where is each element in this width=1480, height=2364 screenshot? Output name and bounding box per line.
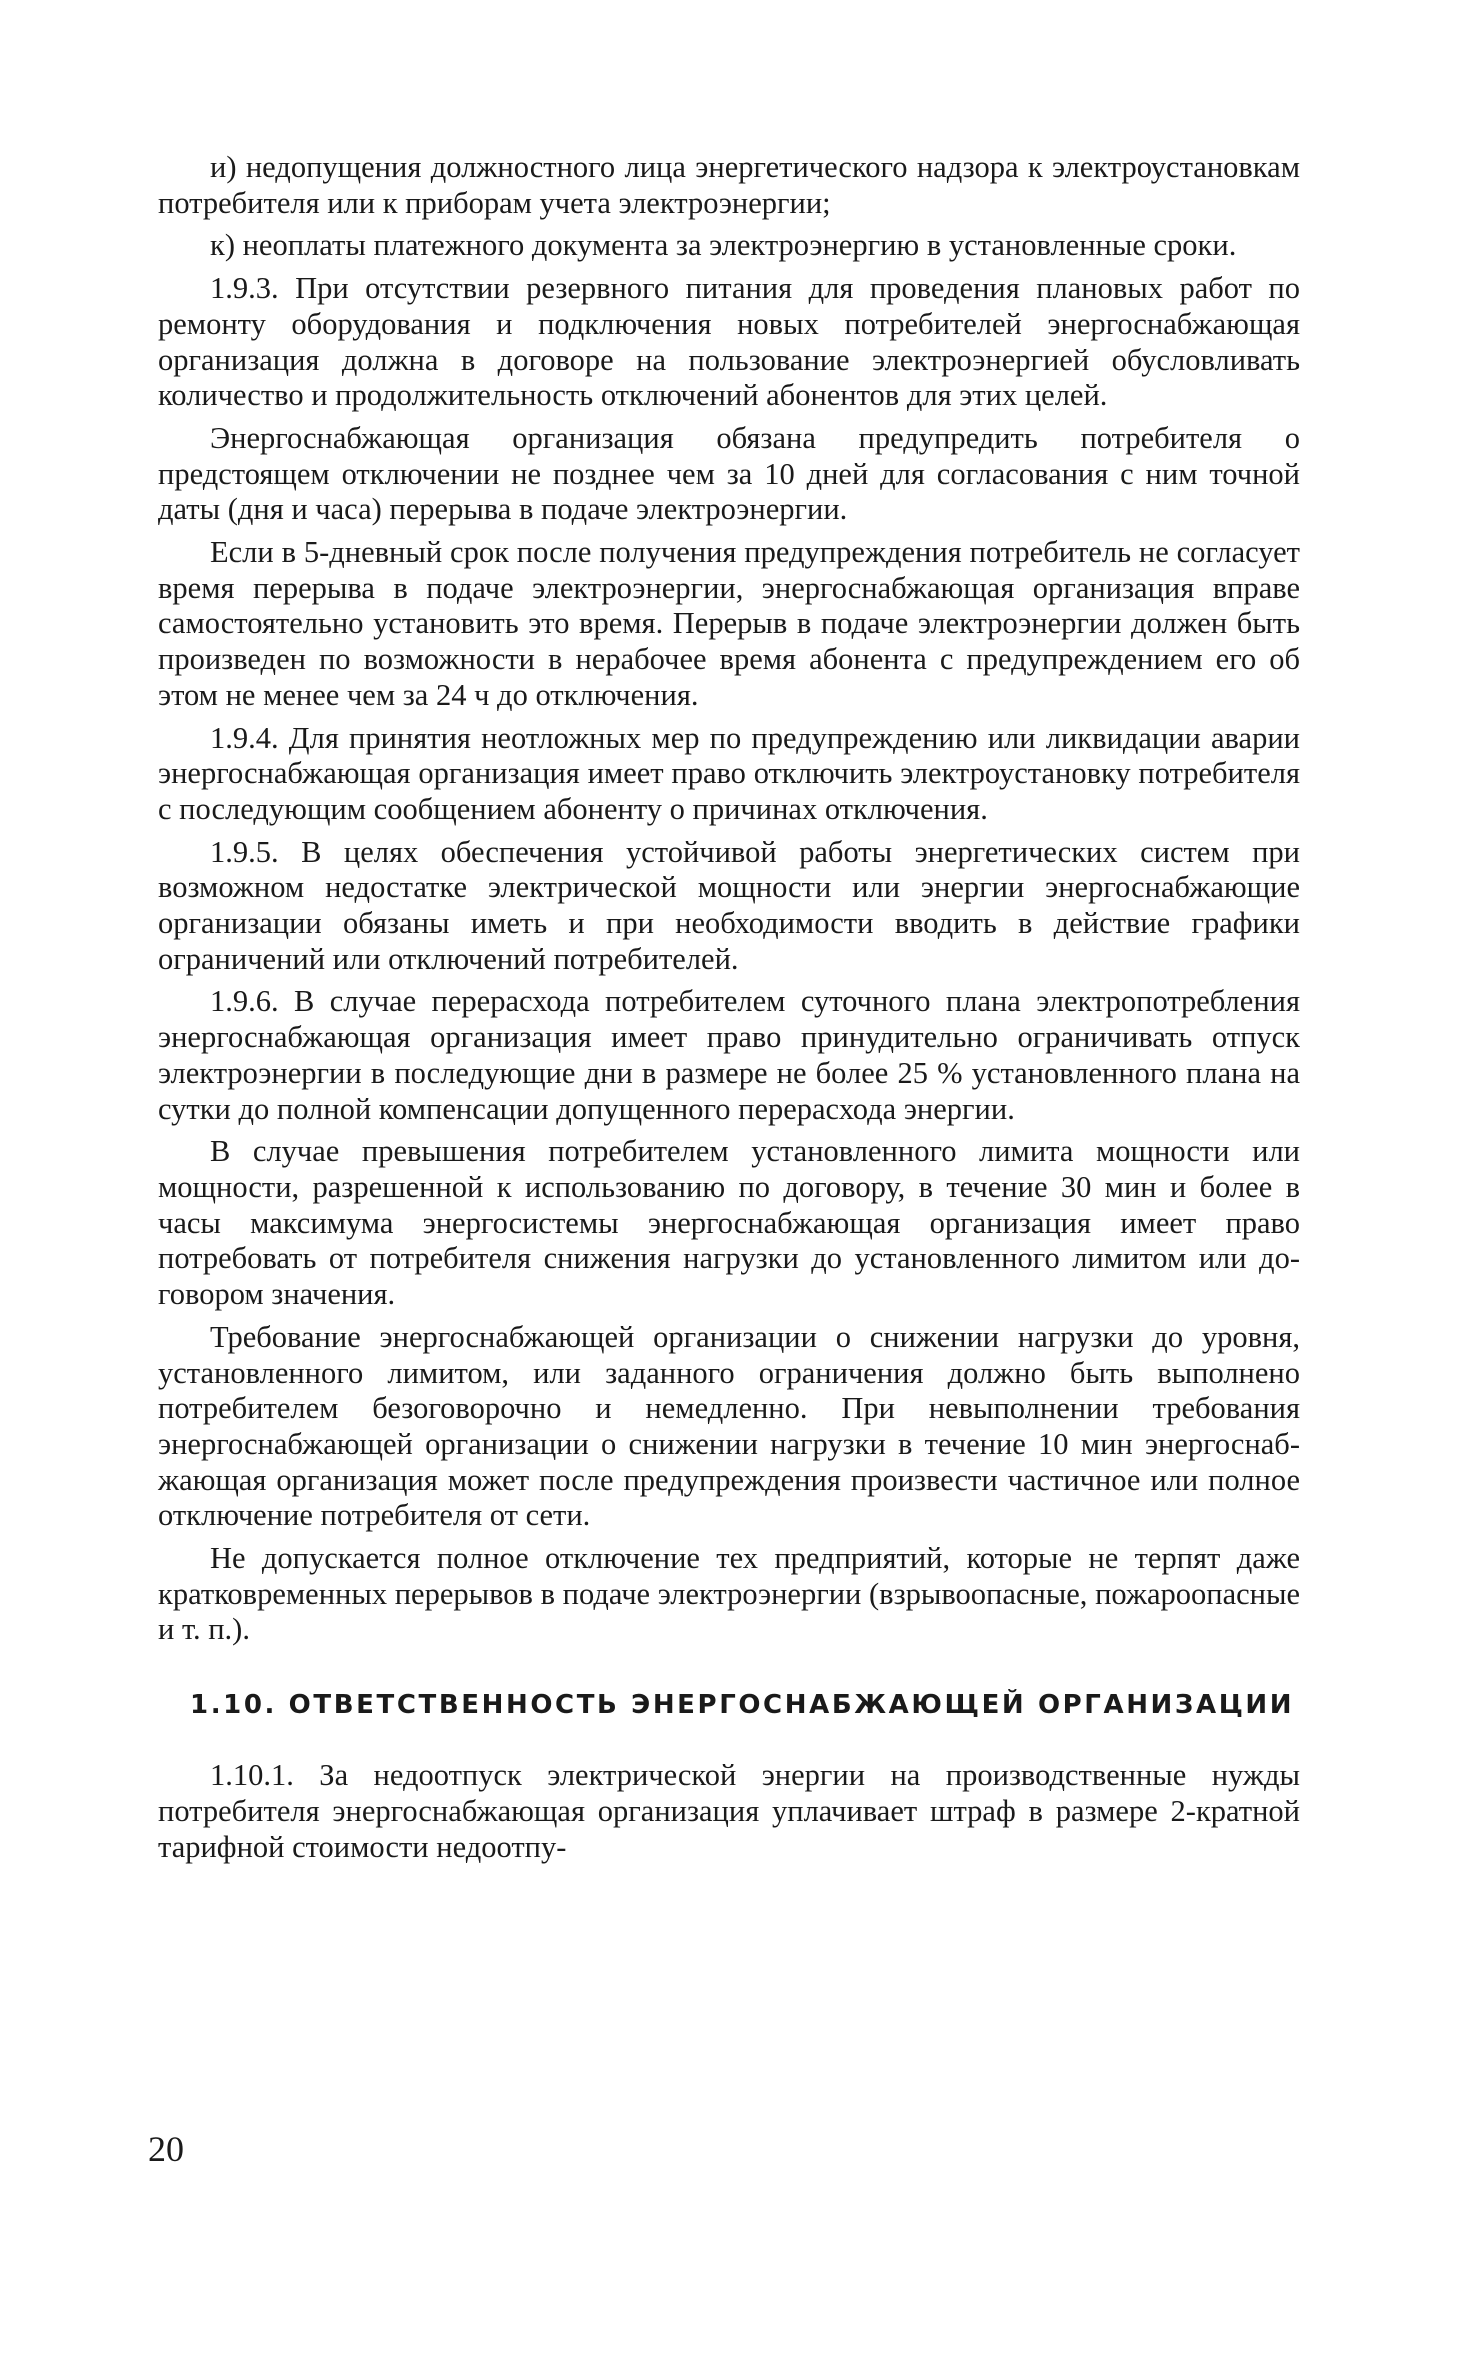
clause-number: 1.10.1.	[210, 1758, 294, 1793]
clause-text: В целях обеспечения устойчивой работы энергетических систем при возможном недостатке электрической мощности или энергии энергоснабжающие организации обязаны иметь и при необходимости вводить в действие графики ограничений или отключений потребителей.	[158, 834, 1300, 976]
clause-text: Для принятия неотложных мер по предупреждению или ликвидации аварии энергоснабжающая организация имеет право отключить электроустановку потребителя с последующим сообщением абоненту о причинах отключения.	[158, 720, 1300, 826]
paragraph-1-10-1	[158, 1758, 1300, 1865]
clause-text: В случае перерасхода потребителем суточного плана электропотребления энергоснабжающая организация имеет право принудительно ограничивать отпуск электроэнергии в последующие дни в размере не более 25 % установленного плана на сутки до полной компенсации допущенного перерасхода энергии.	[158, 984, 1300, 1126]
paragraph-item-k: к) неоплаты платежного документа за электроэнергию в установленные сроки.	[210, 228, 1237, 263]
paragraph-1-9-6	[158, 984, 1300, 1127]
paragraph-five-day-term: Если в 5-дневный срок после получения предупреждения потребитель не согласует время перерыва в подаче электроэнергии, энергоснабжающая организация вправе самостоятельно установить это время. Перерыв в подаче электроэнергии должен быть произведен по возможности в нерабочее время абонента с предупреждением его об этом не менее чем за 24 ч до отключения.	[158, 535, 1300, 712]
paragraph-1-9-5	[158, 835, 1300, 978]
paragraph-1-9-3	[158, 271, 1300, 414]
clause-number: 1.9.4.	[210, 720, 279, 755]
page-body	[158, 150, 1300, 1872]
paragraph-no-full-disconnect: Не допускается полное отключение тех предприятий, которые не терпят даже кратковременных перерывов в подаче электроэнергии (взрывоопасные, пожароопасные и т. п.).	[158, 1541, 1300, 1647]
section-heading: 1.10. ОТВЕТСТВЕННОСТЬ ЭНЕРГОСНАБЖАЮЩЕЙ ОРГАНИЗАЦИИ	[190, 1690, 1295, 1721]
page-number: 20	[148, 2129, 184, 2169]
clause-number: 1.9.3.	[210, 271, 279, 306]
paragraph-load-reduction: Требование энергоснабжающей организации о снижении нагрузки до уровня, установленного лимитом, или заданного ограничения должно быть выполнено потребителем безоговорочно и немедленно. При невыполнении требования энергоснабжающей организации о снижении нагрузки в течение 10 мин энергоснабжающая организация может после предупреждения произвести частичное или полное отключение потребителя от сети.	[158, 1319, 1300, 1533]
paragraph-item-i: и) недопущения должностного лица энергетического надзора к электроустановкам потребителя или к приборам учета электроэнергии;	[158, 150, 1300, 220]
clause-text: За недоотпуск электрической энергии на производственные нужды потребителя энергоснабжающая организация уплачивает штраф в размере 2-кратной тарифной стоимости недоотпу-	[158, 1758, 1300, 1864]
clause-number: 1.9.6.	[210, 984, 279, 1019]
clause-text: При отсутствии резервного питания для проведения плановых работ по ремонту оборудования и подключения новых потребителей энергоснабжающая организация должна в договоре на пользование электроэнергией обусловливать количество и продолжительность отключений абонентов для этих целей.	[158, 271, 1300, 413]
clause-number: 1.9.5.	[210, 834, 279, 869]
paragraph-1-9-4	[158, 721, 1300, 828]
paragraph-warning-notice: Энергоснабжающая организация обязана предупредить потребителя о предстоящем отключении не позднее чем за 10 дней для согласования с ним точной даты (дня и часа) перерыва в подаче электроэнергии.	[158, 420, 1300, 527]
paragraph-power-limit: В случае превышения потребителем установленного лимита мощности или мощности, разрешенной к использованию по договору, в течение 30 мин и более в часы максимума энергосистемы энергоснабжающая организация имеет право потребовать от потребителя снижения нагрузки до установленного лимитом или договором значения.	[158, 1134, 1300, 1312]
